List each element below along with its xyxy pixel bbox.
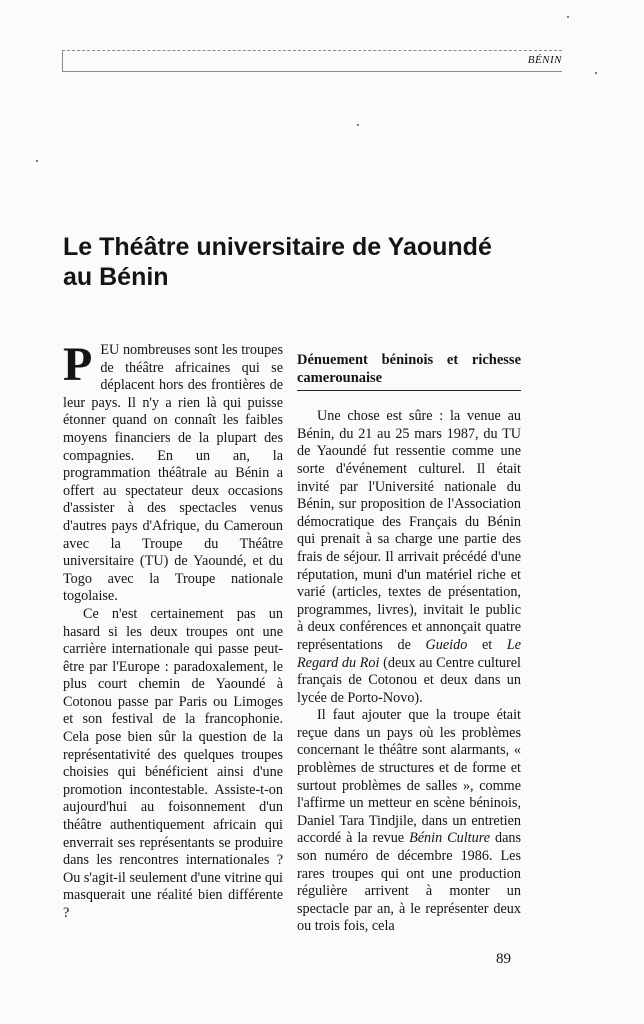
title-line-2: au Bénin [63,263,169,291]
text-run: Une chose est sûre : la venue au Bénin, du 21 au 25 mars 1987, du TU de Yaoundé fut ressentie comme une sorte d'événement culturel. Il était invité par l'Université nationale du Bénin, sur proposition de l'Association démocratique des Français du Bénin qui prenait à sa charge une partie des frais de séjour. Il arrivait précédé d'une réputation, muni d'un matériel riche et varié (articles, textes de présentation, programmes, livres), invitait le public à deux conférences et annonçait quatre représentations de [297,408,521,653]
work-title: Gueido [425,636,468,653]
page-number: 89 [496,951,511,967]
article-title [63,232,533,292]
print-speck [567,16,569,18]
body-paragraph [297,707,521,936]
running-head: BÉNIN [527,54,562,66]
work-title: Le Regard du Roi [297,636,521,671]
right-column [297,352,521,936]
section-heading: Dénuement béninois et richesse camerounaise [297,352,521,391]
header-frame [62,50,562,72]
body-paragraph [297,408,521,707]
print-speck [357,124,359,126]
text-run: dans son numéro de décembre 1986. Les rares troupes qui ont une production régulière arrivent à monter un spectacle par an, à le représenter deux ou trois fois, cela [297,830,521,935]
text-run: (deux au Centre culturel français de Cotonou et deux dans un lycée de Porto-Novo). [297,654,521,706]
text-run: Il faut ajouter que la troupe était reçue dans un pays où les problèmes concernant le théâtre sont alarmants, « problèmes de structures et de forme et surtout problèmes de salles », comme l'affirme un metteur en scène béninois, Daniel Tara Tindjile, dans un entretien accordé à la revue [297,707,521,847]
text-run: et [467,636,507,653]
drop-cap: P [63,338,93,391]
left-column [63,338,283,923]
print-speck [595,72,597,74]
intro-text: EU nombreuses sont les troupes de théâtre africaines qui se déplacent hors des frontières de leur pays. Il n'y a rien là qui puisse étonner quand on connaît les faibles moyens financiers de la plupart des compagnies. En un an, la programmation théâtrale au Bénin a offert au spectateur deux occasions d'assister à des spectacles venus d'autres pays d'Afrique, du Cameroun avec la Troupe du Théâtre universitaire (TU) de Yaoundé, et du Togo avec la Troupe nationale togolaise. [63,342,283,605]
print-speck [36,160,38,162]
intro-paragraph [63,338,283,606]
review-title: Bénin Culture [409,830,490,847]
body-paragraph: Ce n'est certainement pas un hasard si les deux troupes ont une carrière internationale qui passe peut-être par l'Europe : paradoxalement, le plus court chemin de Yaoundé à Cotonou passe par Paris ou Limoges et son festival de la francophonie. Cela pose bien sûr la question de la représentativité des quelques troupes choisies qui bénéficient ainsi d'une promotion incontestable. Assiste-t-on aujourd'hui au foisonnement d'un théâtre authentiquement africain qui enverrait ses représentants se produire dans les rencontres internationales ? Ou s'agit-il seulement d'une vitrine qui masquerait une réalité bien différente ? [63,605,283,921]
title-line-1: Le Théâtre universitaire de Yaoundé [63,233,492,261]
